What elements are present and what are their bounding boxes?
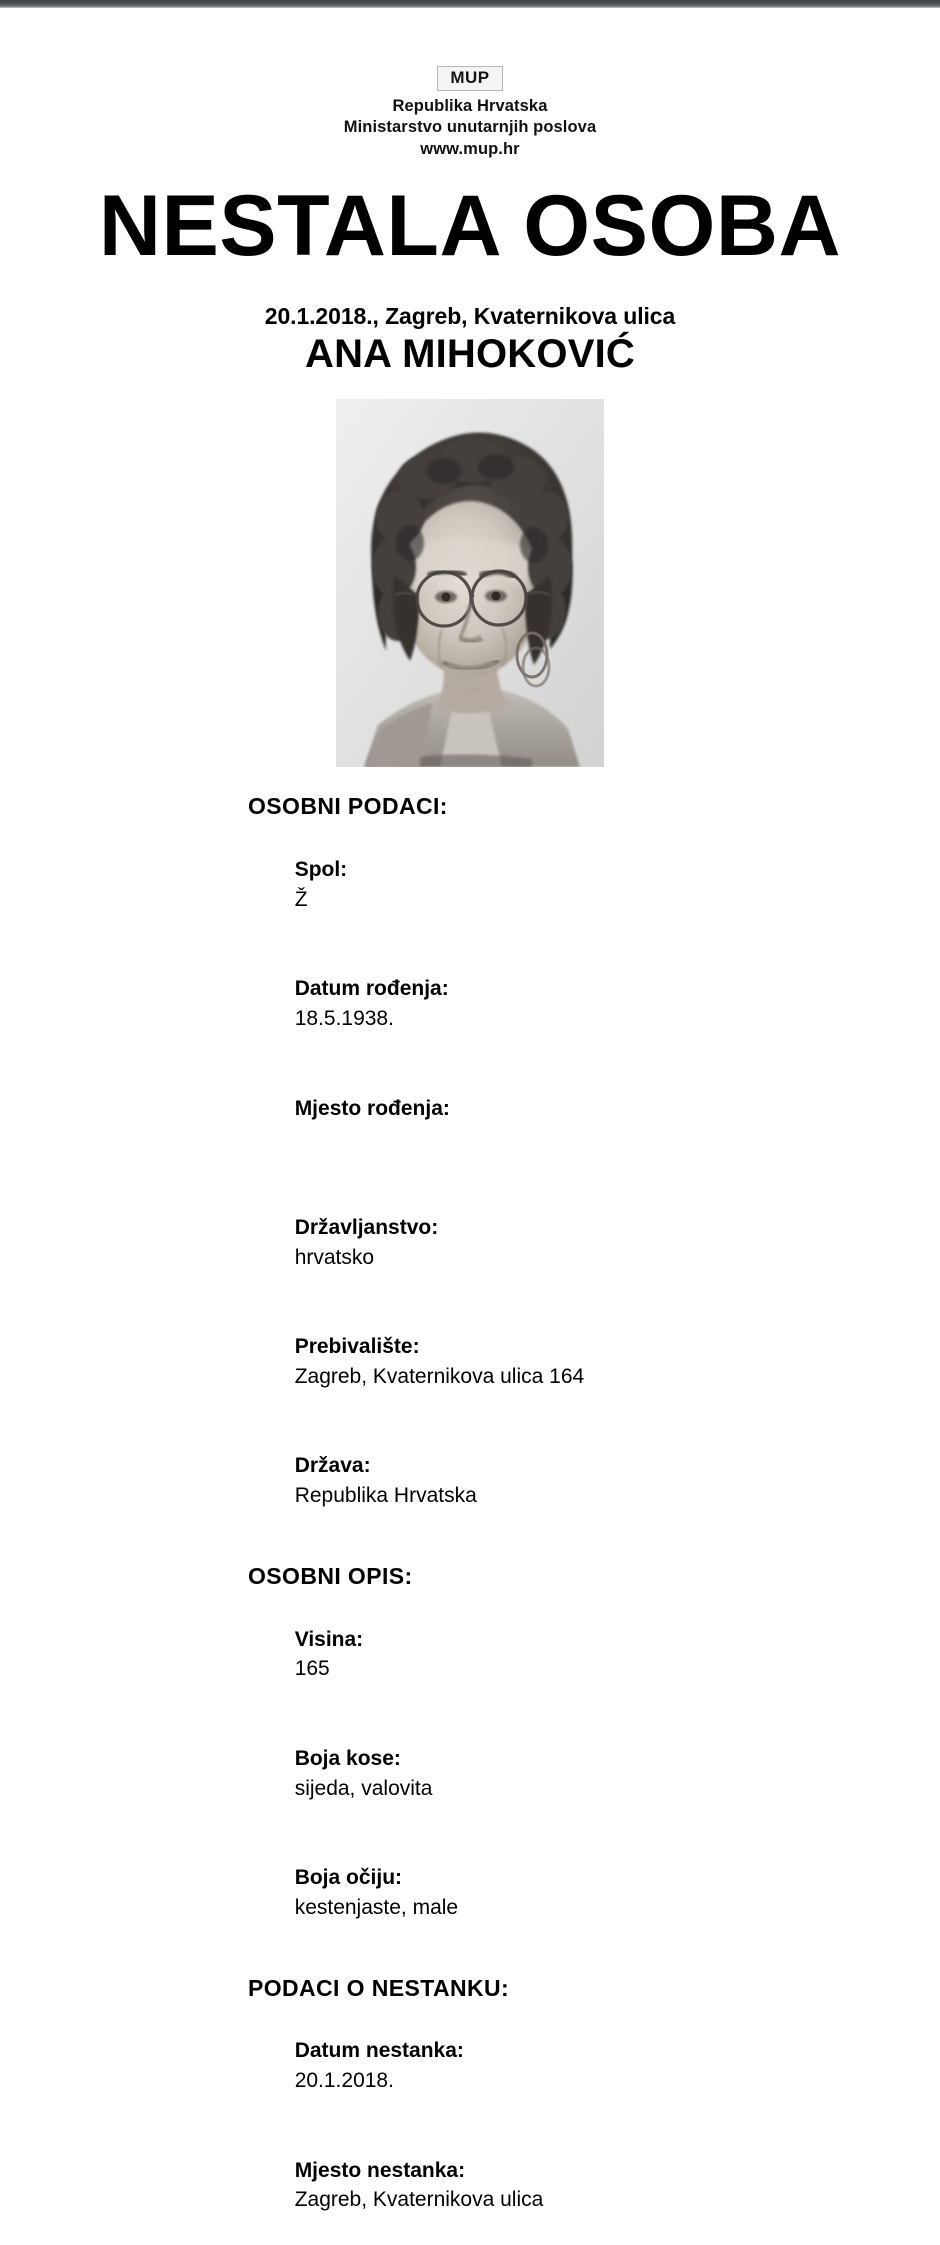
section-title-personal-data: OSOBNI PODACI: [248, 793, 448, 820]
field-label: Boja očiju: [294, 1866, 408, 1890]
top-window-bar [0, 0, 940, 8]
field-label: Datum nestanka: [294, 2039, 470, 2063]
field-value: Ž [294, 887, 308, 911]
masthead [0, 8, 940, 161]
field-value: 20.1.2018. [294, 2069, 394, 2093]
section-title-personal-description: OSOBNI OPIS: [248, 1562, 413, 1589]
section-title-disappearance-data: PODACI O NESTANKU: [248, 1974, 510, 2001]
field-drzava [248, 1422, 940, 1541]
field-spol [248, 825, 940, 944]
section-personal-description [248, 1563, 940, 1953]
masthead-ministry: Ministarstvo unutarnjih poslova [343, 118, 597, 137]
field-value: Zagreb, Kvaternikova ulica [294, 2188, 544, 2212]
person-name: ANA MIHOKOVIĆ [304, 332, 635, 377]
field-value: 165 [294, 1657, 330, 1681]
field-boja-kose [248, 1714, 940, 1833]
field-label: Mjesto nestanka: [294, 2158, 471, 2182]
section-disappearance-data [248, 1975, 940, 2245]
field-mjesto-rodjenja [248, 1064, 940, 1183]
field-label: Spol: [294, 858, 354, 882]
field-value: kestenjaste, male [294, 1895, 459, 1919]
field-label: Visina: [294, 1627, 369, 1651]
field-datum-nestanka [248, 2007, 940, 2126]
masthead-website: www.mup.hr [420, 140, 520, 159]
field-visina [248, 1595, 940, 1714]
poster-page [0, 8, 940, 2212]
details-container [0, 793, 940, 2245]
field-label: Prebivalište: [294, 1335, 426, 1359]
portrait-photo [336, 399, 604, 767]
field-value: Zagreb, Kvaternikova ulica 164 [294, 1364, 585, 1388]
field-boja-ociju [248, 1833, 940, 1952]
masthead-country: Republika Hrvatska [392, 96, 548, 115]
section-personal-data [248, 793, 940, 1541]
field-mjesto-nestanka [248, 2126, 940, 2245]
field-datum-rodjenja [248, 945, 940, 1064]
masthead-agency-lines [0, 96, 940, 162]
mup-logo: MUP [437, 66, 502, 91]
field-label: Državljanstvo: [294, 1215, 445, 1239]
field-value: 18.5.1938. [294, 1007, 394, 1031]
field-value: sijeda, valovita [294, 1776, 433, 1800]
field-label: Mjesto rođenja: [294, 1096, 456, 1120]
field-value: Republika Hrvatska [294, 1484, 477, 1508]
field-label: Država: [294, 1454, 377, 1478]
field-prebivaliste [248, 1302, 940, 1421]
page-title: NESTALA OSOBA [98, 178, 842, 275]
field-value: hrvatsko [294, 1245, 375, 1269]
field-drzavljanstvo [248, 1183, 940, 1302]
photo-container [0, 399, 940, 767]
field-label: Boja kose: [294, 1746, 407, 1770]
incident-line: 20.1.2018., Zagreb, Kvaternikova ulica [264, 303, 676, 330]
field-label: Datum rođenja: [294, 977, 455, 1001]
